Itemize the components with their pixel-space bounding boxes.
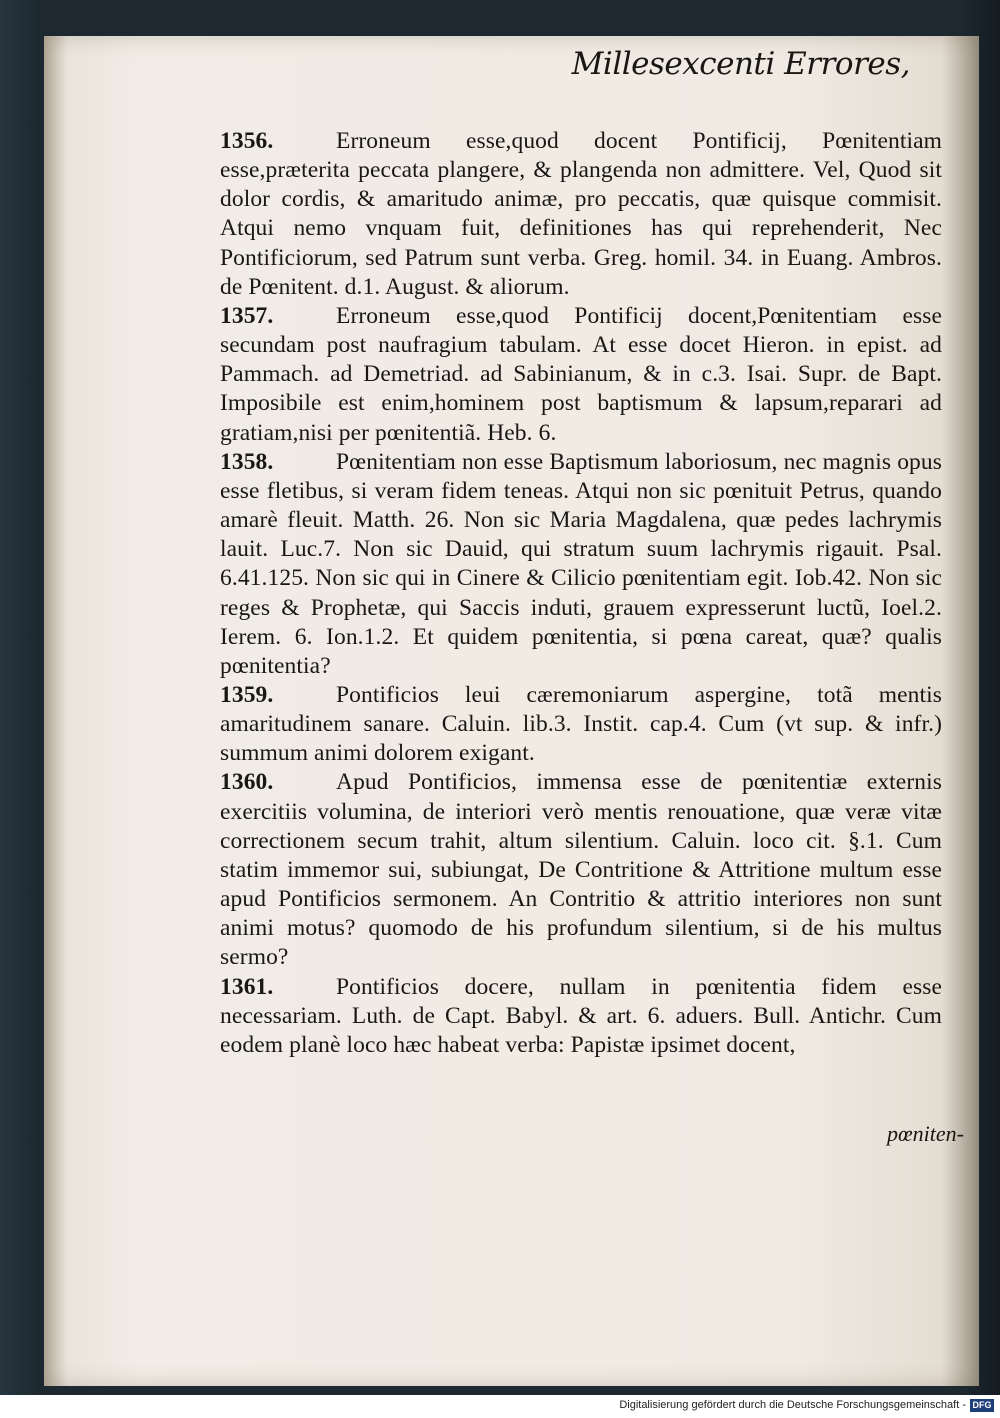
entry-1358 <box>220 448 942 681</box>
entry-text: Erroneum esse,quod docent Pontificij, Pœnitentiam esse,præterita peccata plangere, & plangenda non admittere. Vel, Quod sit dolor cordis, & amaritudo animæ, pro peccatis, quæ quisque commisit. Atqui nemo vnquam fuit, definitiones has qui reprehenderit, Nec Pontificiorum, sed Patrum sunt verba. Greg. homil. 34. in Euang. Ambros. de Pœnitent. d.1. August. & aliorum. <box>220 128 942 300</box>
entry-1361 <box>220 973 942 1060</box>
entry-1357 <box>220 302 942 448</box>
entry-number: 1356. <box>220 128 274 154</box>
entry-number: 1359. <box>220 681 274 708</box>
entry-1356 <box>220 127 942 302</box>
entry-1360 <box>220 768 942 972</box>
entry-text: Erroneum esse,quod Pontificij docent,Pœnitentiam esse secundam post naufragium tabulam. At esse docet Hieron. in epist. ad Pammach. ad Demetriad. ad Sabinianum, & in c.3. Isai. Supr. de Bapt. Imposibile est enim,hominem post baptismum & lapsum,reparari ad gratiam,nisi per pœnitentiã. Heb. 6. <box>220 302 942 446</box>
entry-text: Pœnitentiam non esse Baptismum laboriosum, nec magnis opus esse fletibus, si veram fidem teneas. Atqui non sic pœnituit Petrus, quando amarè fleuit. Matth. 26. Non sic Maria Magdalena, quæ pedes lachrymis lauit. Luc.7. Non sic Dauid, qui stratum suum lachrymis rigauit. Psal. 6.41.125. Non sic qui in Cinere & Cilicio pœnitentiam egit. Iob.42. Non sic reges & Prophetæ, qui Saccis induti, grauem expresserunt luctũ, Ioel.2. Ierem. 6. Ion.1.2. Et quidem pœnitentia, si pœna careat, quæ? qualis pœnitentia? <box>220 448 942 679</box>
page-header <box>220 44 920 84</box>
funding-credit: Digitalisierung gefördert durch die Deutsche Forschungsgemeinschaft - <box>619 1399 966 1411</box>
running-head: Millesexcenti Errores, <box>571 46 910 82</box>
entry-number: 1357. <box>220 302 274 329</box>
text-block <box>220 127 942 1060</box>
entry-number: 1358. <box>220 448 274 475</box>
catchword: pœniten- <box>887 1121 964 1146</box>
entry-number: 1361. <box>220 973 274 1000</box>
entry-number: 1360. <box>220 769 274 796</box>
entry-text: Apud Pontificios, immensa esse de pœnitentiæ externis exercitiis volumina, de interiori verò mentis renouatione, quæ veræ vitæ correctionem secum trahit, altum silentium. Caluin. loco cit. §.1. Cum statim immemor sui, subiungat, De Contritione & Attritione multum esse apud Pontificios sermonem. An Contritio & attritio interiores non sunt animi motus? quomodo de his profundum silentium, si de his multus sermo? <box>220 769 942 971</box>
entry-text: Pontificios docere, nullam in pœnitentia fidem esse necessariam. Luth. de Capt. Babyl. & art. 6. aduers. Bull. Antichr. Cum eodem planè loco hæc habeat verba: Papistæ ipsimet docent, <box>220 973 942 1058</box>
entry-text: Pontificios leui cæremoniarum aspergine, totã mentis amaritudinem sanare. Caluin. lib.3. Instit. cap.4. Cum (vt sup. & infr.) summum animi dolorem exigant. <box>220 681 942 767</box>
entry-1359 <box>220 681 942 768</box>
dfg-logo-icon: DFG <box>970 1399 994 1412</box>
